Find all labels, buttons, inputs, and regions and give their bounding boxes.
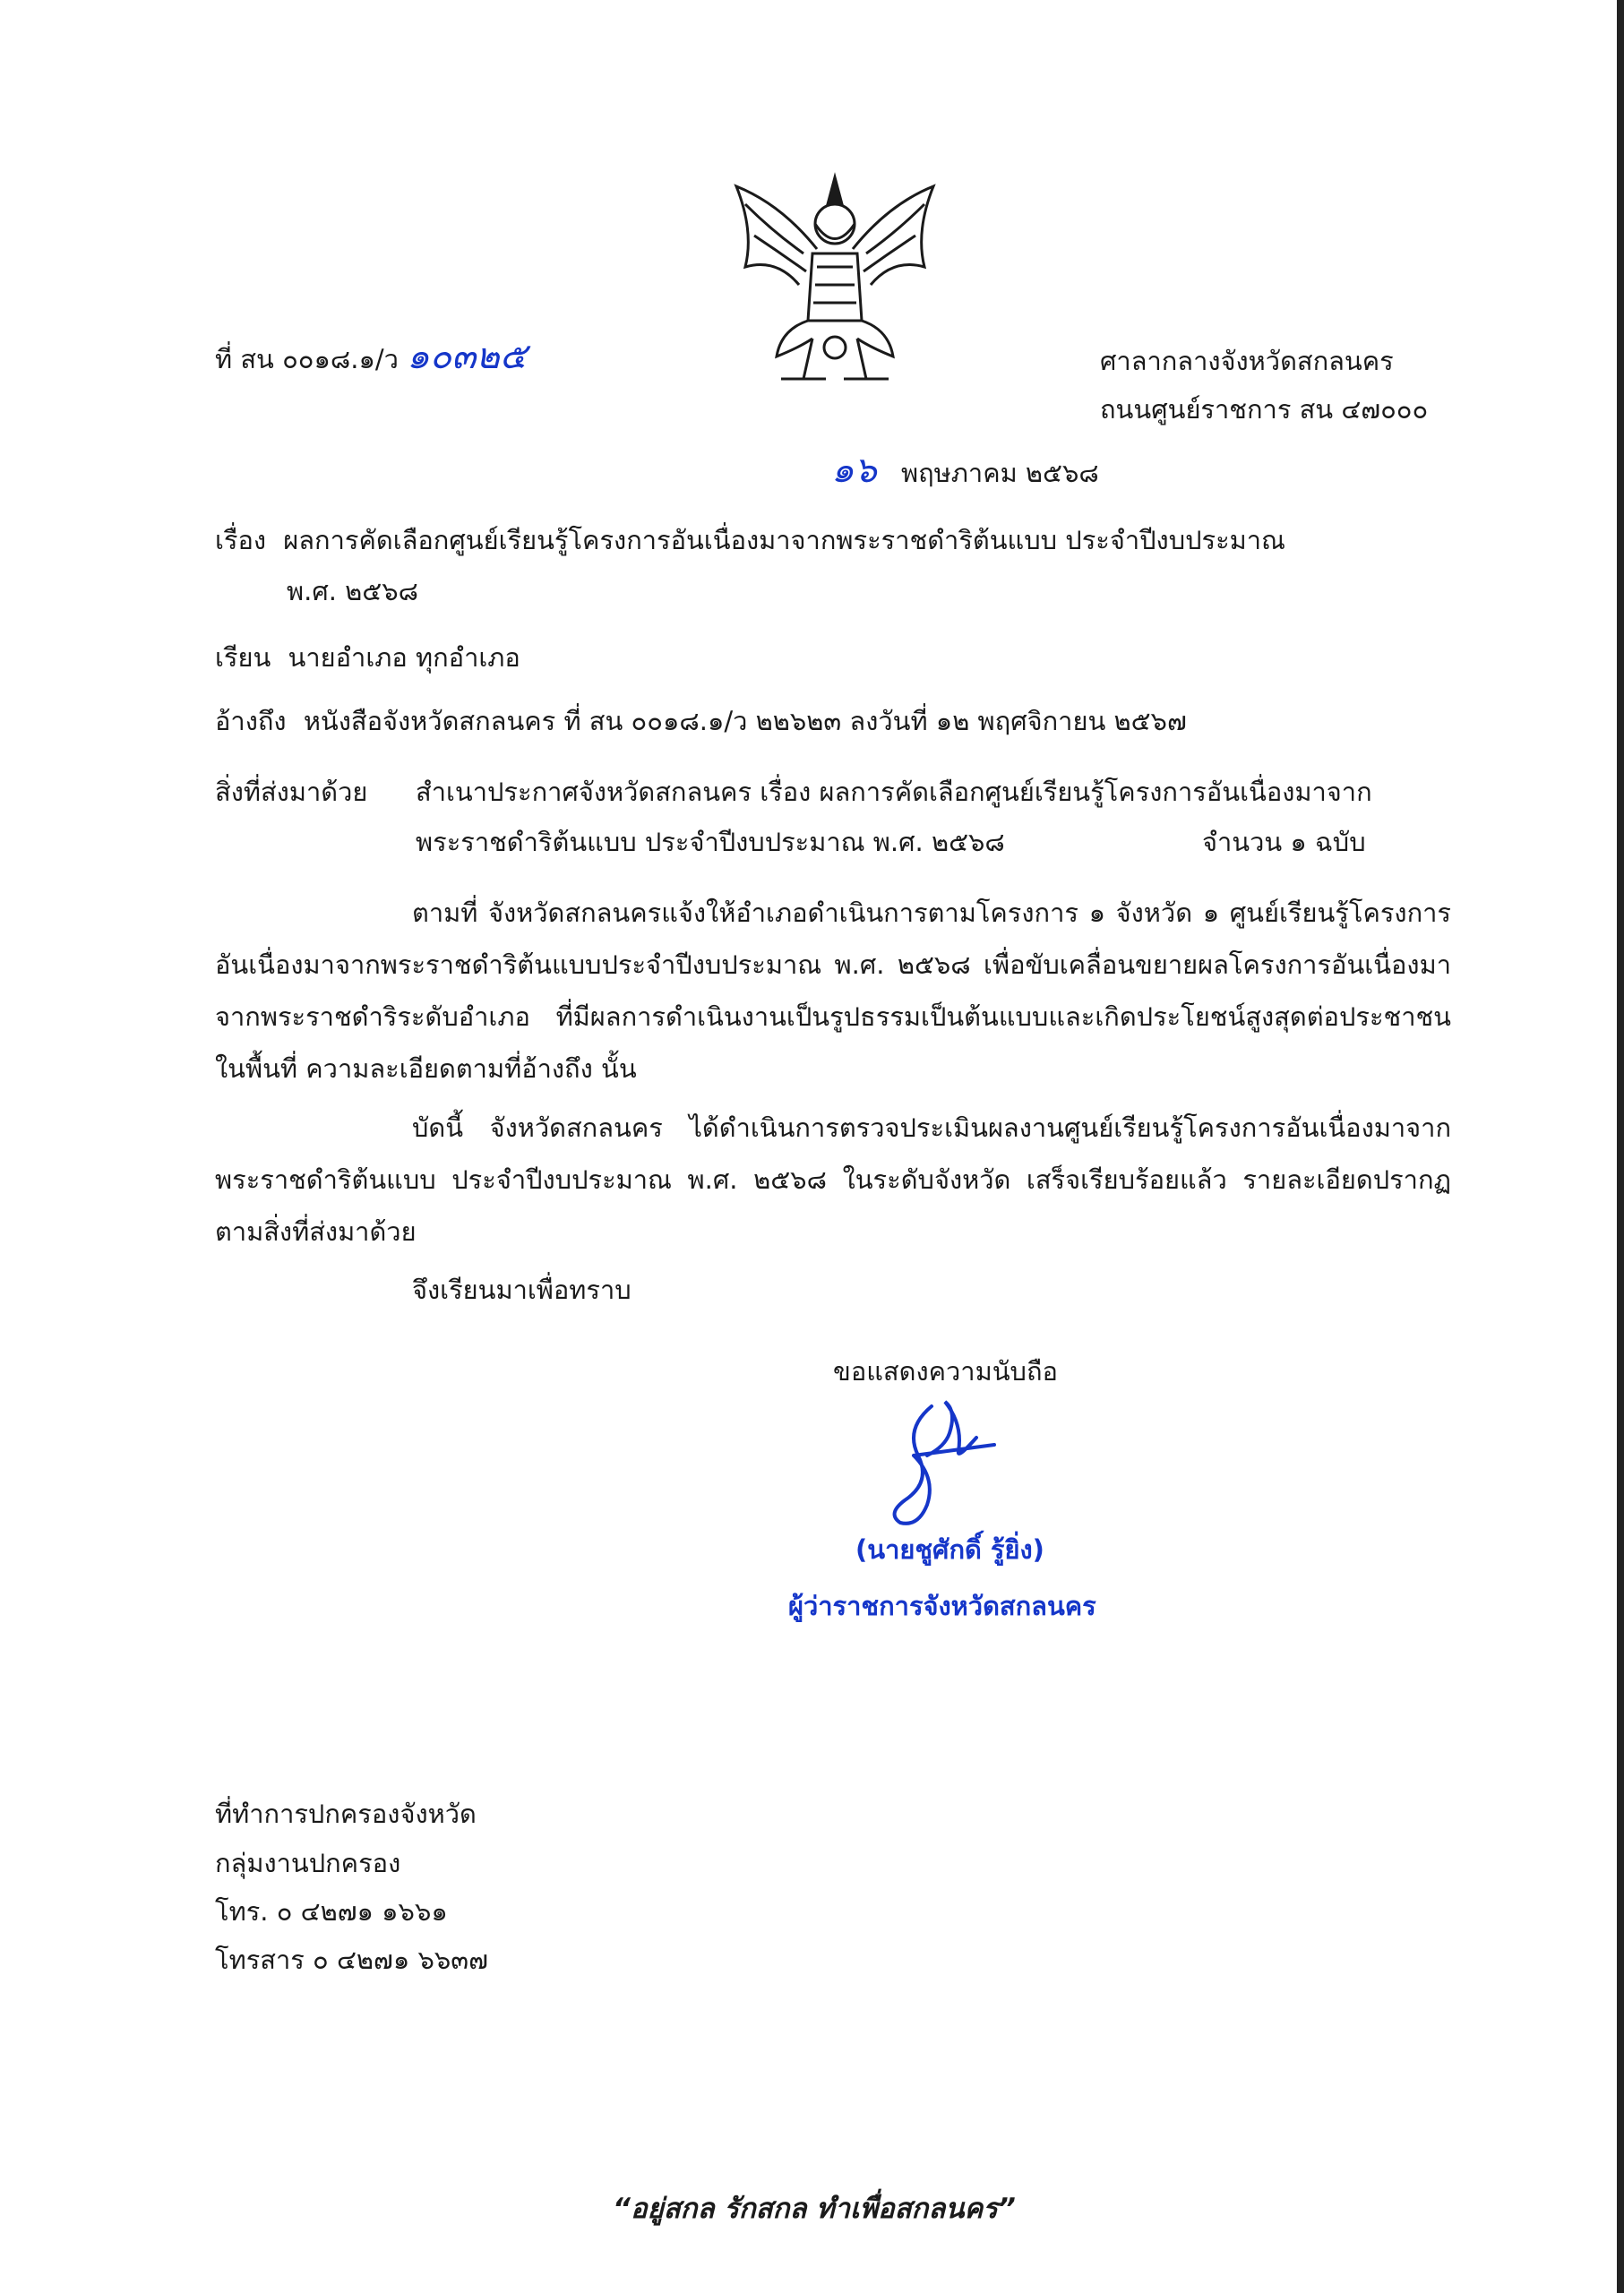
closing-request: จึงเรียนมาเพื่อทราบ	[412, 1275, 632, 1305]
enclosure-line-1: สำเนาประกาศจังหวัดสกลนคร เรื่อง ผลการคัดเลือกศูนย์เรียนรู้โครงการอันเนื่องมาจาก	[416, 777, 1372, 807]
addressee-label: เรียน	[215, 642, 271, 673]
reference-line	[215, 703, 1187, 739]
office-address: ถนนศูนย์ราชการ สน ๔๗๐๐๐	[1100, 394, 1429, 425]
enclosure-label: สิ่งที่ส่งมาด้วย	[215, 777, 368, 807]
subject-line-2: พ.ศ. ๒๕๖๘	[287, 576, 419, 606]
date-month-year: พฤษภาคม ๒๕๖๘	[901, 458, 1099, 488]
slogan: “อยู่สกล รักสกล ทำเพื่อสกลนคร”	[613, 2193, 1016, 2225]
letter-date	[831, 452, 1099, 491]
reference-number	[215, 336, 527, 377]
body-paragraph-1	[215, 887, 1451, 1095]
enclosure-count: จำนวน ๑ ฉบับ	[1202, 827, 1366, 857]
subject-label: เรื่อง	[215, 525, 267, 555]
body-paragraph-1-text: ตามที่ จังหวัดสกลนครแจ้งให้อำเภอดำเนินการตามโครงการ ๑ จังหวัด ๑ ศูนย์เรียนรู้โครงการอันเนื่องมาจากพระราชดำริต้นแบบประจำปีงบประมาณ พ.ศ. ๒๕๖๘ เพื่อขับเคลื่อนขยายผลโครงการอันเนื่องมาจากพระราชดำริระดับอำเภอ ที่มีผลการดำเนินงานเป็นรูปธรรมเป็นต้นแบบและเกิดประโยชน์สูงสุดต่อประชาชนในพื้นที่ ความละเอียดตามที่อ้างถึง นั้น	[215, 897, 1451, 1084]
body-paragraph-2	[215, 1102, 1451, 1258]
addressee	[215, 640, 520, 675]
handwritten-ref-number: ๑๐๓๒๕	[407, 336, 527, 377]
footer-fax: โทรสาร ๐ ๔๒๗๑ ๖๖๓๗	[215, 1945, 488, 1975]
ref-prefix: ที่ สน ๐๐๑๘.๑/ว	[215, 344, 399, 374]
signer-name: (นายชูศักดิ์ รู้ยิ่ง)	[855, 1534, 1044, 1565]
subject-text: ผลการคัดเลือกศูนย์เรียนรู้โครงการอันเนื่องมาจากพระราชดำริต้นแบบ ประจำปีงบประมาณ	[283, 525, 1285, 555]
reference-text: หนังสือจังหวัดสกลนคร ที่ สน ๐๐๑๘.๑/ว ๒๒๖๒๓ ลงวันที่ ๑๒ พฤศจิกายน ๒๕๖๗	[303, 706, 1187, 736]
body-paragraph-2-text: บัดนี้ จังหวัดสกลนคร ได้ดำเนินการตรวจประเมินผลงานศูนย์เรียนรู้โครงการอันเนื่องมาจากพระราชดำริต้นแบบ ประจำปีงบประมาณ พ.ศ. ๒๕๖๘ ในระดับจังหวัด เสร็จเรียบร้อยแล้ว รายละเอียดปรากฏตามสิ่งที่ส่งมาด้วย	[215, 1112, 1451, 1247]
addressee-text: นายอำเภอ ทุกอำเภอ	[288, 642, 520, 673]
footer-division: กลุ่มงานปกครอง	[215, 1848, 401, 1878]
handwritten-signature-icon	[878, 1393, 1003, 1527]
reference-label: อ้างถึง	[215, 706, 287, 736]
office-name: ศาลากลางจังหวัดสกลนคร	[1100, 346, 1394, 376]
enclosure-line-2: พระราชดำริต้นแบบ ประจำปีงบประมาณ พ.ศ. ๒๕๖๘	[416, 827, 1005, 857]
handwritten-date-day: ๑๖	[831, 450, 877, 491]
scan-edge	[1617, 0, 1624, 2293]
footer-office: ที่ทำการปกครองจังหวัด	[215, 1799, 477, 1829]
garuda-emblem-icon	[727, 168, 942, 392]
closing-salutation: ขอแสดงความนับถือ	[833, 1356, 1058, 1387]
signer-position: ผู้ว่าราชการจังหวัดสกลนคร	[788, 1591, 1096, 1621]
subject-line	[215, 522, 1285, 558]
footer-tel: โทร. ๐ ๔๒๗๑ ๑๖๖๑	[215, 1896, 448, 1927]
